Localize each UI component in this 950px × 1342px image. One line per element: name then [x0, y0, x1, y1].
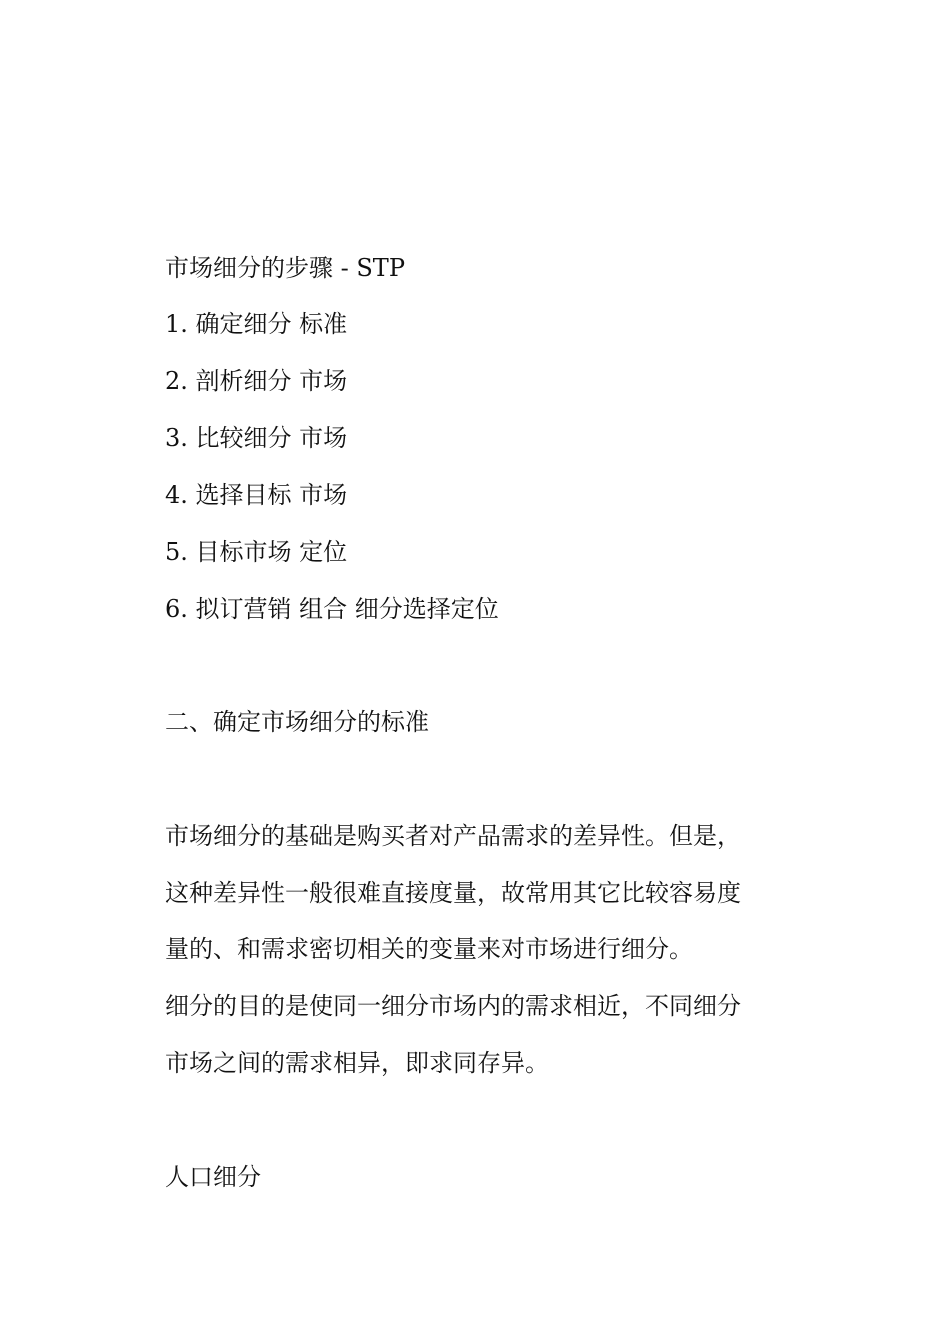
paragraph-2-line-1: 细分的目的是使同一细分市场内的需求相近，不同细分	[165, 992, 741, 1020]
paragraph-1-line-1: 市场细分的基础是购买者对产品需求的差异性。但是，	[165, 822, 741, 850]
paragraph-1-line-3: 量的、和需求密切相关的变量来对市场进行细分。	[165, 935, 693, 963]
paragraph-1-line-2: 这种差异性一般很难直接度量，故常用其它比较容易度	[165, 879, 741, 907]
step-item-5: 5. 目标市场 定位	[165, 538, 348, 566]
step-item-3: 3. 比较细分 市场	[165, 424, 348, 452]
step-item-2: 2. 剖析细分 市场	[165, 367, 348, 395]
step-item-6: 6. 拟订营销 组合 细分选择定位	[165, 595, 499, 623]
heading: 市场细分的步骤 - STP	[165, 254, 405, 282]
section-title: 二、确定市场细分的标准	[165, 708, 429, 736]
step-item-1: 1. 确定细分 标准	[165, 310, 348, 338]
paragraph-2-line-2: 市场之间的需求相异，即求同存异。	[165, 1049, 549, 1077]
subsection-title: 人口细分	[165, 1163, 261, 1191]
step-item-4: 4. 选择目标 市场	[165, 481, 348, 509]
